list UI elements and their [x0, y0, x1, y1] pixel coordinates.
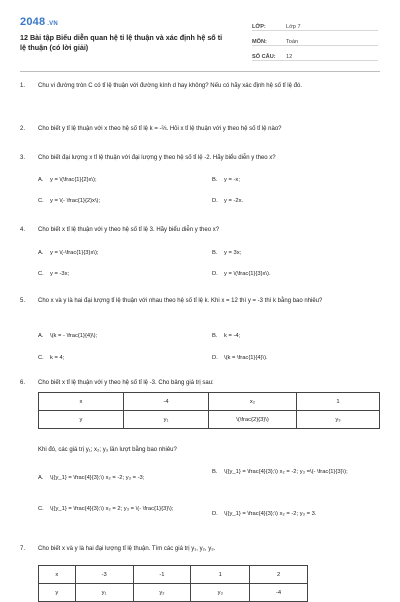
q3-option-c[interactable]: C. y = \(- \frac{1}{2}x\); [38, 198, 101, 204]
q4-option-d[interactable]: D. y = \(\frac{1}{3}x\). [212, 271, 271, 277]
meta-box [252, 16, 378, 61]
site-logo[interactable]: 2048 .VN [20, 16, 58, 28]
table-row: x -3 -1 1 2 [39, 566, 308, 584]
table-row: x -4 x₂ 1 [39, 393, 380, 411]
q6-option-d[interactable]: D. \({y_1} = \frac{4}{3};\) x₂ = -2; y₃ = 3. [212, 511, 317, 517]
q5-option-b[interactable]: B. k = -4; [212, 333, 241, 339]
q3-option-b[interactable]: B. y = -x; [212, 177, 240, 183]
q5-option-d[interactable]: D. \(k = \frac{1}{4}\). [212, 355, 268, 361]
q4-option-c[interactable]: C. y = -3x; [38, 271, 70, 277]
q3-option-d[interactable]: D. y = -2x. [212, 198, 244, 204]
q6-option-b[interactable]: B. \({y_1} = \frac{4}{3};\) x₂ = -2; y₃ =\(- \frac{1}{3}\); [212, 469, 348, 475]
question-7: 7. Cho biết x và y là hai đại lượng tỉ lệ thuận. Tìm các giá trị y₁, y₂, y₃. [20, 546, 216, 552]
question-3: 3. Cho biết đại lượng x tỉ lệ thuận với đại lượng y theo hệ số tỉ lệ -2. Hãy biểu diễn y theo x? [20, 155, 276, 161]
page-title: 12 Bài tập Biểu diễn quan hệ tỉ lệ thuận và xác định hệ số tỉ lệ thuận (có lời giải) [20, 33, 223, 52]
meta-row-subject: MÔN: Toán [252, 31, 378, 46]
q6-value-table [38, 392, 380, 429]
table-row: y y₁ \(\frac{2}{3}\) y₃ [39, 411, 380, 429]
q6-option-c[interactable]: C. \({y_1} = \frac{4}{3};\) x₂ = 2; y₃ = \(- \frac{1}{3}\); [38, 506, 174, 512]
question-2: 2. Cho biết y tỉ lệ thuận với x theo hệ số tỉ lệ k = -⅔. Hỏi x tỉ lệ thuận với y theo hệ số tỉ lệ nào? [20, 126, 282, 132]
q3-option-a[interactable]: A. y = \(\frac{1}{2}x\); [38, 177, 97, 183]
question-6-followup: Khi đó, các giá trị y₁; x₂; y₃ lần lượt bằng bao nhiêu? [38, 447, 177, 453]
table-row: y y₁ y₂ y₃ -4 [39, 584, 308, 602]
q4-option-b[interactable]: B. y = 3x; [212, 250, 242, 256]
q6-option-a[interactable]: A. \({y_1} = \frac{4}{3};\) x₂ = -2; y₃ = -3; [38, 475, 145, 481]
meta-row-class: LỚP: Lớp 7 [252, 16, 378, 31]
meta-row-count: SỐ CÂU: 12 [252, 46, 378, 61]
q5-option-a[interactable]: A. \(k = - \frac{1}{4}\); [38, 333, 98, 339]
q4-option-a[interactable]: A. y = \(-\frac{1}{3}x\); [38, 250, 99, 256]
q5-option-c[interactable]: C. k = 4; [38, 355, 65, 361]
question-4: 4. Cho biết x tỉ lệ thuận với y theo hệ số tỉ lệ 3. Hãy biểu diễn y theo x? [20, 227, 220, 233]
question-1: 1. Chu vi đường tròn C có tỉ lệ thuận với đường kính d hay không? Nếu có hãy xác định hệ số tỉ lệ đó. [20, 83, 302, 89]
question-6: 6. Cho biết x tỉ lệ thuận với y theo hệ số tỉ lệ -3. Cho bảng giá trị sau: [20, 380, 214, 386]
question-5: 5. Cho x và y là hai đại lượng tỉ lệ thuận với nhau theo hệ số tỉ lệ k. Khi x = 12 thì y = -3 thì k bằng bao nhiêu? [20, 298, 323, 304]
q7-value-table [38, 565, 308, 602]
header-divider [20, 71, 380, 72]
